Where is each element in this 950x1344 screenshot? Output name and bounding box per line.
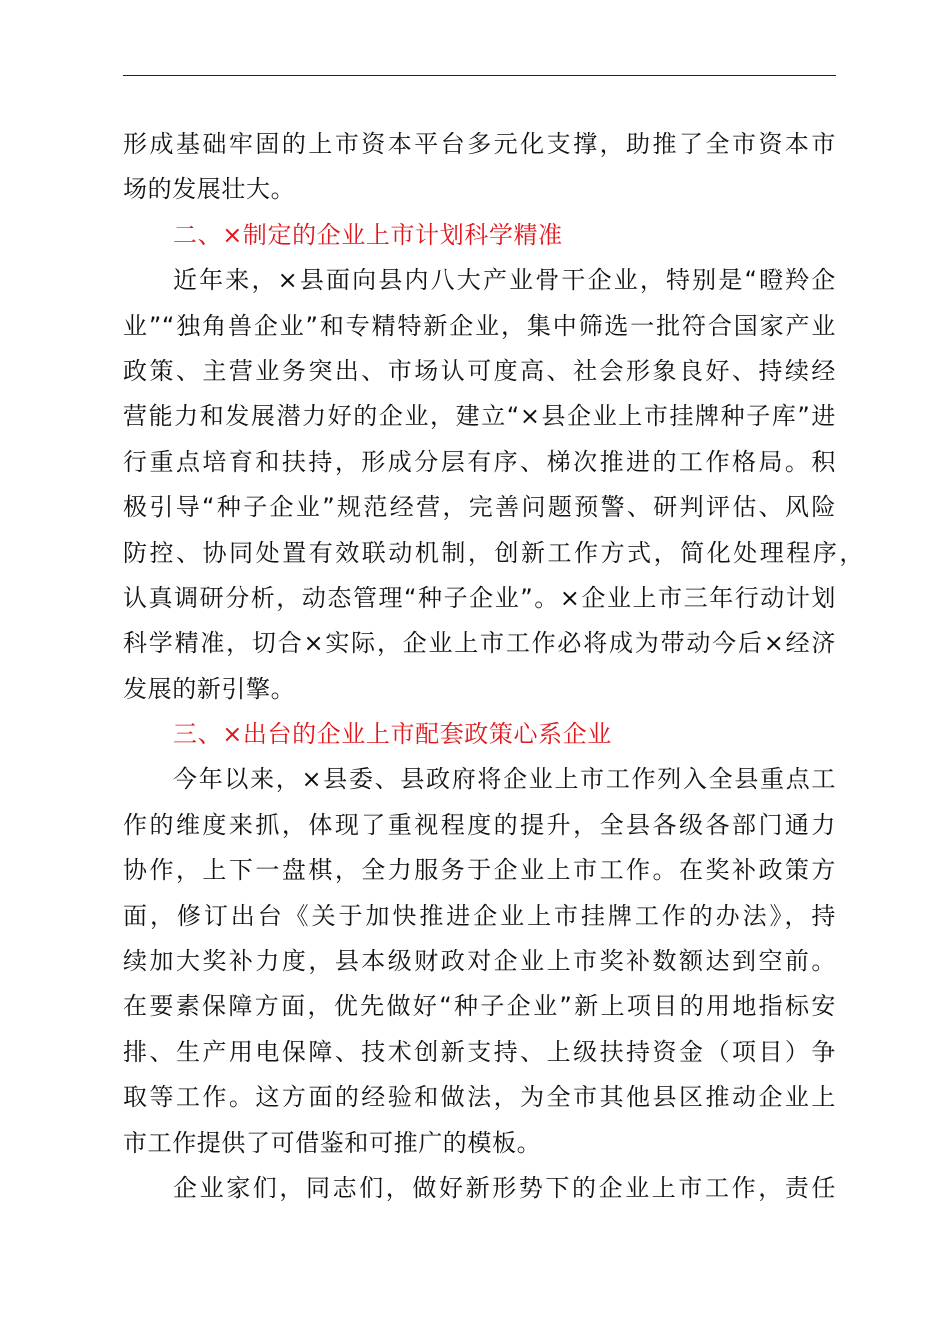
body-line: 取等工作。这方面的经验和做法，为全市其他县区推动企业上: [123, 1083, 836, 1112]
body-line: 防控、协同处置有效联动机制，创新工作方式，简化处理程序，: [123, 538, 864, 567]
body-line: 续加大奖补力度，县本级财政对企业上市奖补数额达到空前。: [123, 947, 836, 976]
body-line: 场的发展壮大。: [123, 175, 296, 204]
body-line: 在要素保障方面，优先做好“种子企业”新上项目的用地指标安: [123, 992, 836, 1021]
section-heading-3: 三、×出台的企业上市配套政策心系企业: [173, 720, 612, 749]
body-line: 作的维度来抓，体现了重视程度的提升，全县各级各部门通力: [123, 810, 836, 839]
body-line: 发展的新引擎。: [123, 674, 296, 703]
body-line: 面，修订出台《关于加快推进企业上市挂牌工作的办法》，持: [123, 901, 836, 930]
body-line: 市工作提供了可借鉴和可推广的模板。: [123, 1128, 542, 1157]
body-line: 企业家们，同志们，做好新形势下的企业上市工作，责任: [173, 1173, 836, 1202]
body-line: 极引导“种子企业”规范经营，完善问题预警、研判评估、风险: [123, 493, 836, 522]
body-line: 形成基础牢固的上市资本平台多元化支撑，助推了全市资本市: [123, 130, 836, 158]
body-line: 认真调研分析，动态管理“种子企业”。×企业上市三年行动计划: [123, 583, 836, 612]
body-line: 业”“独角兽企业”和专精特新企业，集中筛选一批符合国家产业: [123, 311, 836, 340]
section-heading-2: 二、×制定的企业上市计划科学精准: [173, 220, 563, 249]
body-line: 排、生产用电保障、技术创新支持、上级扶持资金（项目）争: [123, 1037, 836, 1066]
body-line: 行重点培育和扶持，形成分层有序、梯次推进的工作格局。积: [123, 447, 836, 476]
body-line: 近年来，×县面向县内八大产业骨干企业，特别是“瞪羚企: [173, 266, 836, 295]
body-line: 营能力和发展潜力好的企业，建立“×县企业上市挂牌种子库”进: [123, 402, 836, 431]
body-line: 今年以来，×县委、县政府将企业上市工作列入全县重点工: [173, 765, 836, 794]
document-body: [123, 122, 864, 1211]
body-line: 科学精准，切合×实际，企业上市工作必将成为带动今后×经济: [123, 629, 836, 658]
header-rule: [123, 75, 836, 76]
body-line: 政策、主营业务突出、市场认可度高、社会形象良好、持续经: [123, 356, 836, 385]
body-line: 协作，上下一盘棋，全力服务于企业上市工作。在奖补政策方: [123, 856, 836, 885]
